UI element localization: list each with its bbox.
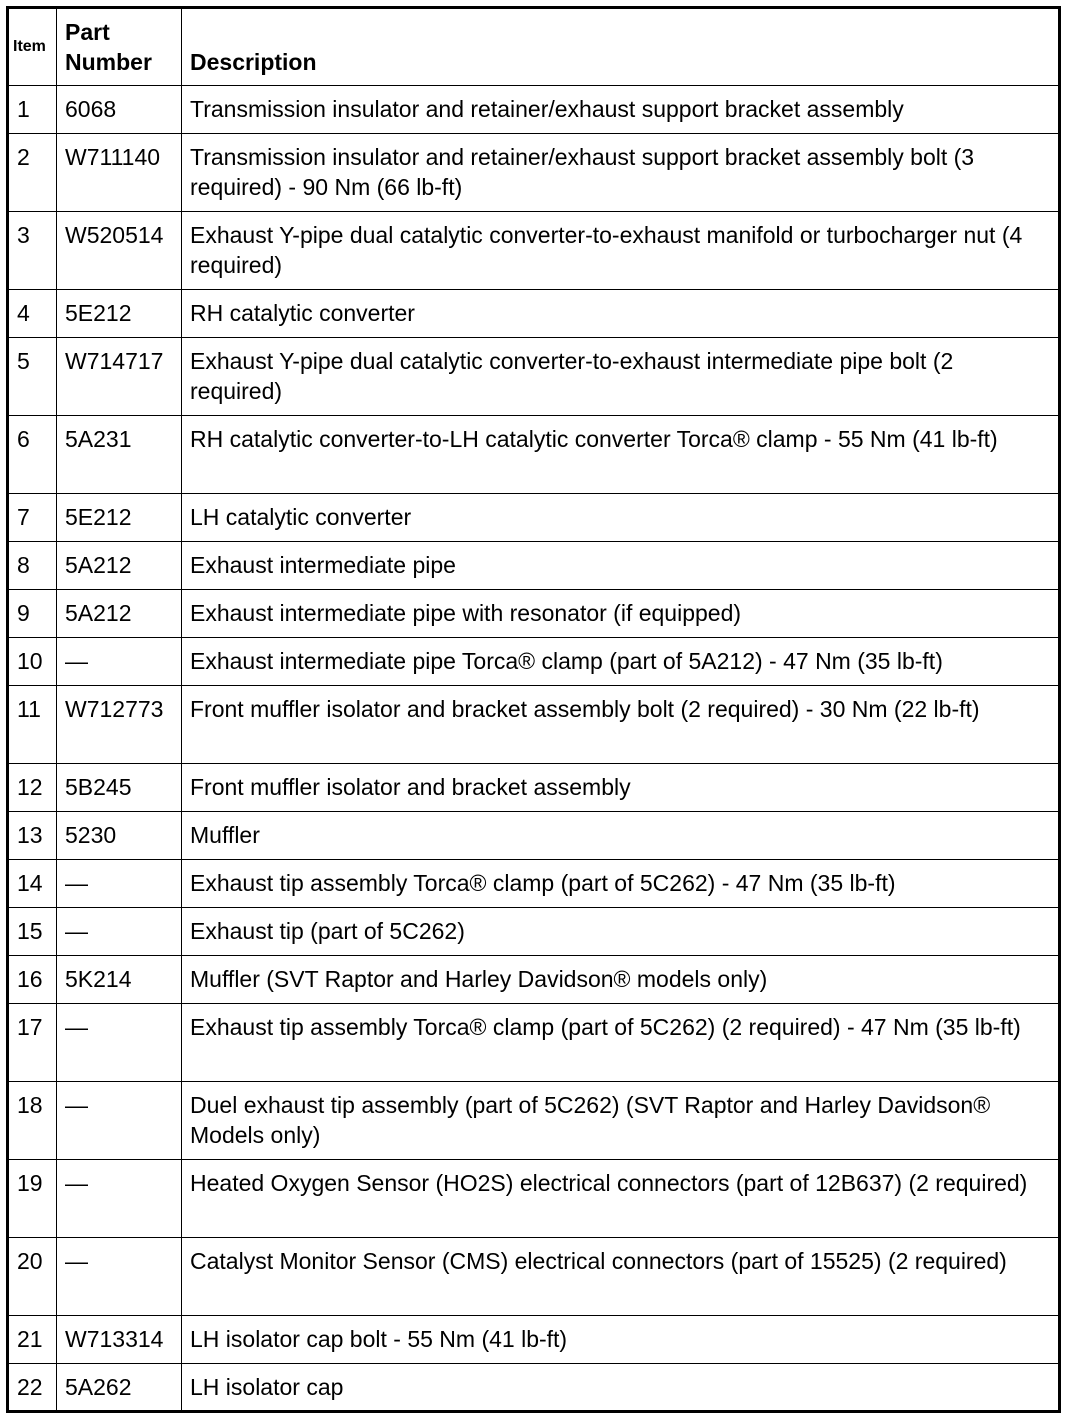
description-cell: Front muffler isolator and bracket assembly bolt (2 required) - 30 Nm (22 lb-ft) — [182, 686, 1060, 764]
table-row — [8, 764, 1060, 812]
table-row — [8, 1238, 1060, 1316]
table-row — [8, 86, 1060, 134]
table-row — [8, 1160, 1060, 1238]
item-cell: 8 — [8, 542, 57, 590]
item-cell: 19 — [8, 1160, 57, 1238]
table-row — [8, 338, 1060, 416]
part-number-cell: — — [57, 908, 182, 956]
item-cell: 16 — [8, 956, 57, 1004]
description-cell: Exhaust tip (part of 5C262) — [182, 908, 1060, 956]
item-cell: 1 — [8, 86, 57, 134]
part-number-cell: — — [57, 1238, 182, 1316]
part-number-cell: 5A262 — [57, 1364, 182, 1412]
item-cell: 22 — [8, 1364, 57, 1412]
description-cell: Muffler (SVT Raptor and Harley Davidson® models only) — [182, 956, 1060, 1004]
item-cell: 4 — [8, 290, 57, 338]
part-number-cell: W713314 — [57, 1316, 182, 1364]
part-number-cell: 5A231 — [57, 416, 182, 494]
part-number-cell: W712773 — [57, 686, 182, 764]
item-cell: 21 — [8, 1316, 57, 1364]
description-cell: Transmission insulator and retainer/exhaust support bracket assembly bolt (3 required) - 90 Nm (66 lb-ft) — [182, 134, 1060, 212]
part-number-cell: — — [57, 638, 182, 686]
table-row — [8, 1004, 1060, 1082]
item-cell: 17 — [8, 1004, 57, 1082]
item-cell: 6 — [8, 416, 57, 494]
item-cell: 3 — [8, 212, 57, 290]
part-number-cell: 5A212 — [57, 590, 182, 638]
table-row — [8, 494, 1060, 542]
part-number-cell: — — [57, 1082, 182, 1160]
part-number-cell: — — [57, 860, 182, 908]
description-cell: LH catalytic converter — [182, 494, 1060, 542]
description-cell: Exhaust intermediate pipe with resonator (if equipped) — [182, 590, 1060, 638]
part-number-cell: 5230 — [57, 812, 182, 860]
description-cell: Catalyst Monitor Sensor (CMS) electrical connectors (part of 15525) (2 required) — [182, 1238, 1060, 1316]
description-cell: Transmission insulator and retainer/exhaust support bracket assembly — [182, 86, 1060, 134]
part-number-cell: W520514 — [57, 212, 182, 290]
table-row — [8, 956, 1060, 1004]
table-row — [8, 212, 1060, 290]
table-row — [8, 812, 1060, 860]
item-cell: 20 — [8, 1238, 57, 1316]
table-row — [8, 1316, 1060, 1364]
description-cell: Exhaust intermediate pipe Torca® clamp (part of 5A212) - 47 Nm (35 lb-ft) — [182, 638, 1060, 686]
part-number-cell: 5K214 — [57, 956, 182, 1004]
description-cell: LH isolator cap bolt - 55 Nm (41 lb-ft) — [182, 1316, 1060, 1364]
table-row — [8, 416, 1060, 494]
item-cell: 5 — [8, 338, 57, 416]
part-number-cell: 5A212 — [57, 542, 182, 590]
item-cell: 13 — [8, 812, 57, 860]
description-cell: RH catalytic converter-to-LH catalytic converter Torca® clamp - 55 Nm (41 lb-ft) — [182, 416, 1060, 494]
table-row — [8, 542, 1060, 590]
part-number-cell: — — [57, 1160, 182, 1238]
item-cell: 18 — [8, 1082, 57, 1160]
item-cell: 9 — [8, 590, 57, 638]
part-number-cell: — — [57, 1004, 182, 1082]
table-row — [8, 860, 1060, 908]
parts-table — [6, 6, 1061, 1413]
description-cell: Muffler — [182, 812, 1060, 860]
part-number-cell: 5E212 — [57, 290, 182, 338]
item-cell: 11 — [8, 686, 57, 764]
part-number-cell: 5E212 — [57, 494, 182, 542]
part-number-cell: W711140 — [57, 134, 182, 212]
table-row — [8, 638, 1060, 686]
item-cell: 12 — [8, 764, 57, 812]
table-row — [8, 134, 1060, 212]
table-row — [8, 590, 1060, 638]
table-row — [8, 686, 1060, 764]
description-cell: Exhaust Y-pipe dual catalytic converter-to-exhaust intermediate pipe bolt (2 required) — [182, 338, 1060, 416]
item-cell: 15 — [8, 908, 57, 956]
description-cell: Heated Oxygen Sensor (HO2S) electrical connectors (part of 12B637) (2 required) — [182, 1160, 1060, 1238]
item-cell: 14 — [8, 860, 57, 908]
item-cell: 10 — [8, 638, 57, 686]
header-description: Description — [182, 8, 1060, 86]
description-cell: Exhaust intermediate pipe — [182, 542, 1060, 590]
table-row — [8, 1082, 1060, 1160]
description-cell: RH catalytic converter — [182, 290, 1060, 338]
header-item: Item — [8, 8, 57, 86]
description-cell: Front muffler isolator and bracket assembly — [182, 764, 1060, 812]
table-row — [8, 1364, 1060, 1412]
part-number-cell: 6068 — [57, 86, 182, 134]
table-row — [8, 908, 1060, 956]
item-cell: 7 — [8, 494, 57, 542]
description-cell: Exhaust Y-pipe dual catalytic converter-to-exhaust manifold or turbocharger nut (4 required) — [182, 212, 1060, 290]
header-row — [8, 8, 1060, 86]
part-number-cell: 5B245 — [57, 764, 182, 812]
description-cell: Exhaust tip assembly Torca® clamp (part of 5C262) (2 required) - 47 Nm (35 lb-ft) — [182, 1004, 1060, 1082]
description-cell: Exhaust tip assembly Torca® clamp (part of 5C262) - 47 Nm (35 lb-ft) — [182, 860, 1060, 908]
part-number-cell: W714717 — [57, 338, 182, 416]
header-part-number: Part Number — [57, 8, 182, 86]
item-cell: 2 — [8, 134, 57, 212]
description-cell: Duel exhaust tip assembly (part of 5C262) (SVT Raptor and Harley Davidson® Models only) — [182, 1082, 1060, 1160]
description-cell: LH isolator cap — [182, 1364, 1060, 1412]
table-row — [8, 290, 1060, 338]
